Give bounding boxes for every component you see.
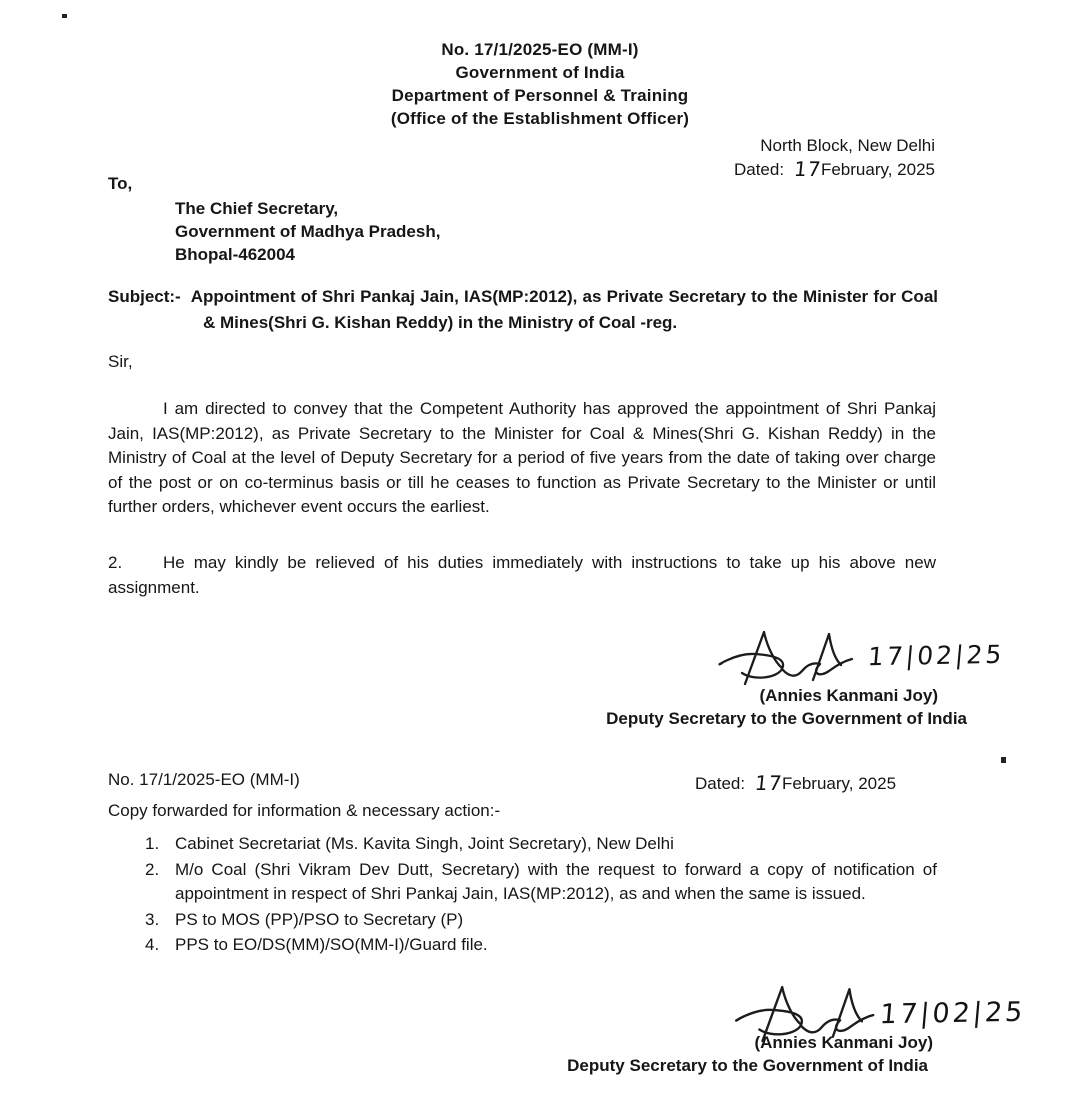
signatory-name: (Annies Kanmani Joy) [759,686,938,705]
dated-day-handwritten: 17 [753,771,784,795]
copy-list [145,832,937,959]
place-date-block [734,134,935,181]
copy-item-number: 1. [145,834,160,853]
signatory-designation: Deputy Secretary to the Government of India [567,1056,928,1075]
recipient-line: Government of Madhya Pradesh, [175,222,441,241]
copy-item [145,933,937,958]
copy-item-text: PS to MOS (PP)/PSO to Secretary (P) [175,909,464,929]
recipient-block [175,197,440,266]
dated-label: Dated: [733,160,785,179]
header-department: Department of Personnel & Training [391,86,689,105]
copy-item-text: Cabinet Secretariat (Ms. Kavita Singh, Joint Secretary), New Delhi [175,834,674,853]
dated-line [734,157,935,181]
signature-date-handwritten: 17|02|25 [878,996,1027,1031]
subject [108,284,938,336]
body-paragraph-2 [108,551,936,600]
to-label: To, [108,174,133,193]
salutation: Sir, [108,352,133,371]
signature-date-handwritten: 17|02|25 [866,639,1006,672]
copy-dated-line [695,770,896,794]
dated-rest: February, 2025 [782,774,897,793]
letterhead [0,38,1080,130]
recipient-line: The Chief Secretary, [175,199,339,218]
copy-item [145,908,937,933]
scan-speck [1001,757,1006,763]
signatory-name: (Annies Kanmani Joy) [754,1033,933,1052]
signature-scribble [712,628,864,686]
copy-item-number: 4. [145,935,160,955]
recipient-line: Bhopal-462004 [175,245,295,264]
body-paragraph-1: I am directed to convey that the Competent Authority has approved the appointment of Shri Pankaj Jain, IAS(MP:2012), as Private Secretary to the Minister for Coal & Mines(Shri G. Kishan Reddy) in the Ministry of Coal at the level of Deputy Secretary for a period of five years from the date of taking over charge of the post or on co-terminus basis or till he ceases to function as Private Secretary to the Minister or until further orders, whichever event occurs the earliest. [108,399,936,517]
header-office: (Office of the Establishment Officer) [390,109,690,128]
dated-rest: February, 2025 [820,160,935,179]
subject-text: Appointment of Shri Pankaj Jain, IAS(MP:2012), as Private Secretary to the Minister for Coal & Mines(Shri G. Kishan Reddy) in the Ministry of Coal -reg. [190,287,938,332]
copy-item-text: PPS to EO/DS(MM)/SO(MM-I)/Guard file. [175,935,488,955]
dated-day-handwritten: 17 [792,157,823,181]
copy-ref-no: No. 17/1/2025-EO (MM-I) [108,770,300,789]
header-ref-no: No. 17/1/2025-EO (MM-I) [441,40,639,59]
place-line: North Block, New Delhi [760,136,935,155]
copy-item [145,832,937,857]
para2-number: 2. [108,553,123,572]
scan-speck [62,14,67,18]
signatory-designation: Deputy Secretary to the Government of India [606,709,967,728]
subject-label: Subject:- [108,287,181,306]
header-org: Government of India [455,63,625,82]
copy-item-text: M/o Coal (Shri Vikram Dev Dutt, Secretary) with the request to forward a copy of notification of appointment in respect of Shri Pankaj Jain, IAS(MP:2012), as and when the same is issued. [175,859,937,904]
para2-text: He may kindly be relieved of his duties immediately with instructions to take up his above new assignment. [108,553,936,597]
copy-item-number: 2. [145,859,160,879]
copy-intro: Copy forwarded for information & necessary action:- [108,801,501,820]
copy-item [145,858,937,907]
copy-item-number: 3. [145,909,160,929]
dated-label: Dated: [695,774,746,793]
